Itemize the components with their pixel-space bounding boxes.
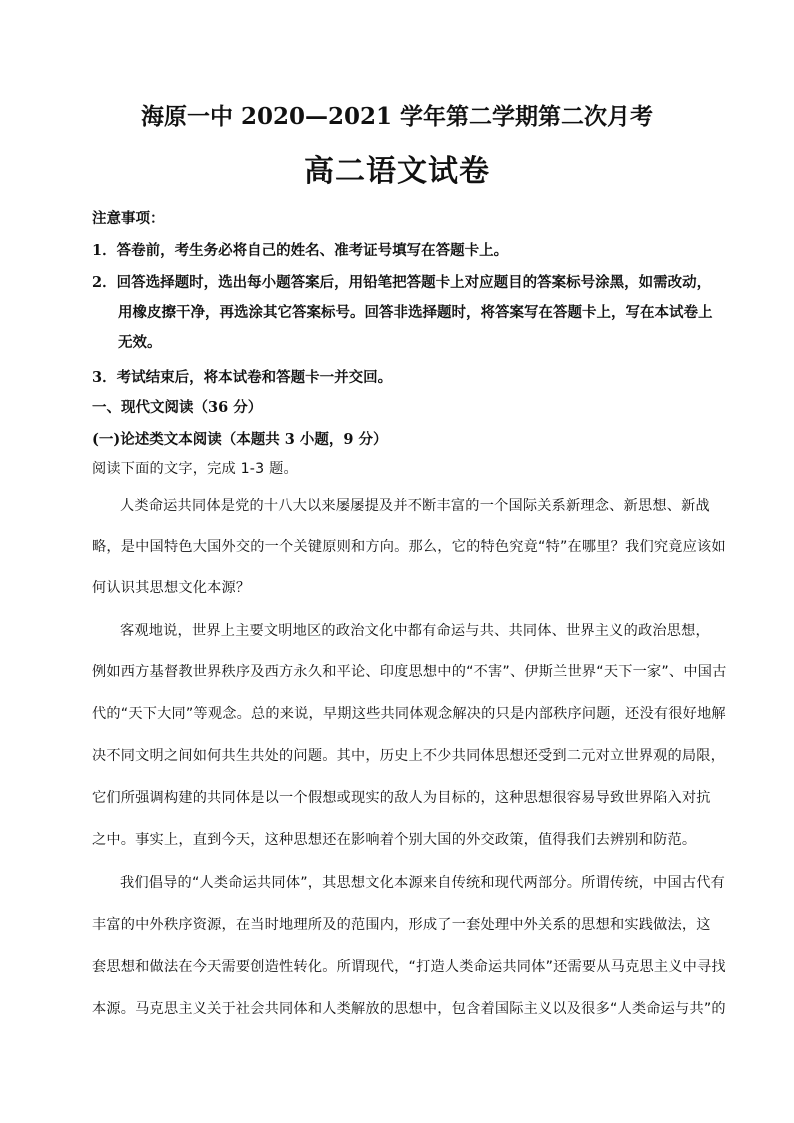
passage-p2-line-2: 例如西方基督教世界秩序及西方永久和平论、印度思想中的“不害”、伊斯兰世界“天下一家”、中国古 [92, 664, 727, 680]
passage-p1-line-3: 何认识其思想文化本源？ [92, 580, 251, 596]
passage-p2-line-1: 客观地说，世界上主要文明地区的政治文化中都有命运与共、共同体、世界主义的政治思想， [120, 623, 710, 639]
passage-p1-line-2: 略，是中国特色大国外交的一个关键原则和方向。那么，它的特色究竟“特”在哪里？我们究竟应该如 [92, 539, 726, 555]
exam-subtitle: 高二语文试卷 [304, 154, 490, 189]
passage-p2-line-5: 它们所强调构建的共同体是以一个假想或现实的敌人为目标的，这种思想很容易导致世界陷入对抗 [92, 790, 711, 806]
passage-p2-line-3: 代的“天下大同”等观念。总的来说，早期这些共同体观念解决的只是内部秩序问题，还没有很好地解 [92, 706, 726, 722]
notice-item-2-line-1: 2．回答选择题时，选出每小题答案后，用铅笔把答题卡上对应题目的答案标号涂黑，如需改动， [92, 274, 712, 291]
notice-item-2-line-2: 用橡皮擦干净，再选涂其它答案标号。回答非选择题时，将答案写在答题卡上，写在本试卷上 [118, 304, 713, 321]
section-heading: 一、现代文阅读（36 分） [92, 399, 263, 416]
passage-p3-line-1: 我们倡导的“人类命运共同体”，其思想文化本源来自传统和现代两部分。所谓传统，中国古代有 [120, 875, 725, 891]
exam-title: 海原一中 2020—2021 学年第二学期第二次月考 [140, 103, 654, 130]
passage-p2-line-6: 之中。事实上，直到今天，这种思想还在影响着个别大国的外交政策，值得我们去辨别和防范。 [92, 832, 697, 848]
passage-p3-line-2: 丰富的中外秩序资源，在当时地理所及的范围内，形成了一套处理中外关系的思想和实践做法，这 [92, 917, 711, 933]
passage-p1-line-1: 人类命运共同体是党的十八大以来屡屡提及并不断丰富的一个国际关系新理念、新思想、新战 [120, 498, 710, 514]
notice-item-1: 1．答卷前，考生务必将自己的姓名、准考证号填写在答题卡上。 [92, 242, 509, 259]
notice-heading: 注意事项： [92, 210, 165, 227]
reading-instruction: 阅读下面的文字，完成 1-3 题。 [92, 461, 298, 477]
subsection-heading: (一)论述类文本阅读（本题共 3 小题，9 分） [92, 431, 388, 448]
notice-item-2-line-3: 无效。 [118, 334, 162, 351]
passage-p3-line-3: 套思想和做法在今天需要创造性转化。所谓现代，“打造人类命运共同体”还需要从马克思主义中寻找 [92, 959, 726, 975]
notice-item-3: 3．考试结束后，将本试卷和答题卡一并交回。 [92, 369, 393, 386]
passage-p2-line-4: 决不同文明之间如何共生共处的问题。其中，历史上不少共同体思想还受到二元对立世界观的局限， [92, 748, 726, 764]
passage-p3-line-4: 本源。马克思主义关于社会共同体和人类解放的思想中，包含着国际主义以及很多“人类命运与共”的 [92, 1001, 726, 1017]
